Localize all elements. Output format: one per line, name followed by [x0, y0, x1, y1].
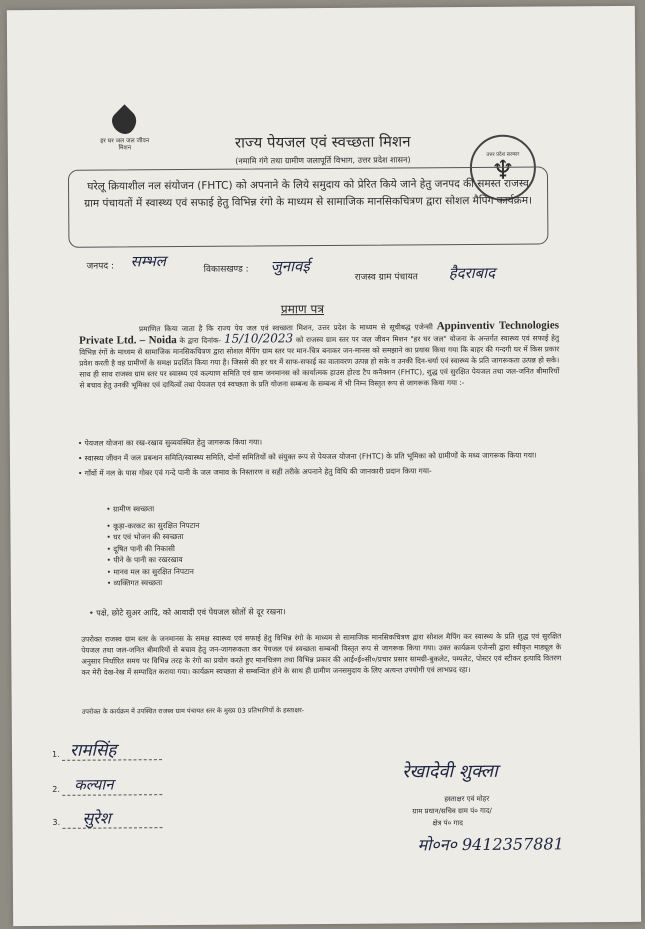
sub-item: • कूड़ा-करकट का सुरक्षित निपटान — [106, 519, 199, 531]
jal-jeevan-mission-logo — [94, 109, 156, 151]
witness-number: 2. — [52, 784, 60, 794]
sub-item: • दूषित पानी की निकासी — [107, 542, 200, 554]
sub-item: • व्यक्तिगत स्वच्छता — [107, 577, 200, 589]
logo-left-text: हर घर जल जल जीवन मिशन — [100, 137, 150, 152]
witness-signature: कल्यान — [74, 775, 114, 794]
para1-rest: को राजस्व ग्राम स्तर पर जल जीवन मिशन "हर घर जल" योजना के अन्तर्गत स्वास्थ्य एवं सफाई हेतु विभिन्न रंगों के माध्यम से सामाजिक मानसिकचित्रण द्वारा सोशल मैपिंग ग्राम स्तर पर मान-चित्र बनाकर जन-मानस को समझाने का प्रयास किया गया कि बाहर की गन्दगी घर में किस प्रकार प्रवेश करती है वह ग्रामीणों के समक्ष प्रदर्शित किया गया है। जिससे की हर घर में साफ-सफाई का वातावरण उत्पन्न हो सके व उनकी दिन-चर्या एवं स्वास्थ्य के प्रति जागरूकता उत्पन्न हो सके। साथ ही साथ राजस्व ग्राम स्तर पर स्वास्थ्य एवं कल्याण समिति एवं ग्राम जनमानस को कार्यात्मक हाउस होल्ड टैप कनैक्शन (FHTC), शुद्ध एवं सुरक्षित पेयजल तथा जल-जनित बीमारियों से बचाव हेतु उनकी भूमिका एवं दायित्वों तथा पेयजल एवं स्वच्छता के प्रति योजना सम्बन्ध के सम्बन्ध में भी निम्न विस्तृत रूप से जागरूक किया गया :- — [79, 333, 560, 390]
witness-signature: सुरेश — [82, 808, 111, 828]
department-subtitle: (नमामि गंगे तथा ग्रामीण जलापूर्ति विभाग, उत्तर प्रदेश शासन) — [235, 155, 411, 166]
signature-line — [63, 827, 163, 829]
department-header — [158, 131, 488, 167]
water-drop-icon — [108, 104, 142, 138]
last-bullet: • पक्षे, छोटे सुअर आदि, को आवादी एवं पेयजल स्रोतों से दूर रखना। — [88, 607, 286, 618]
emblem-icon: ♆ — [491, 155, 515, 186]
village-label: राजस्व ग्राम पंचायत — [354, 272, 418, 283]
sub-item-list — [106, 503, 200, 589]
witness-number: 1. — [51, 749, 60, 759]
bullet-item: • पेयजल योजना का रख-रखाव सुव्यवस्थित हेतु जागरूक किया गया। — [77, 437, 263, 448]
program-title-box: घरेलू क्रियाशील नल संयोजन (FHTC) को अपनाने के लिये समुदाय को प्रेरित किये जाने हेतु जनपद की समस्त राजस्व ग्राम पंचायतों में स्वास्थ्य एवं सफाई हेतु विभिन्न रंगो के माध्यम से सामाजिक मानसिकचित्रण द्वारा सोशल मैपिंग कार्यक्रम। — [68, 166, 549, 247]
emblem-text: उत्तर प्रदेश सरकार — [486, 151, 520, 158]
bullet-item: • गाँवों में नल के पास गोबर एवं गन्दे पानी के जल जमाव के निस्तारण व सही तरीके अपनाने हेतु विधि की जानकारी प्रदान किया गया- — [78, 466, 432, 478]
district-label: जनपद : — [86, 261, 115, 272]
sub-item: • पीने के पानी का रखरखाव — [107, 554, 200, 566]
witness-signature: रामसिंह — [69, 740, 117, 761]
certificate-heading: प्रमाण पत्र — [280, 301, 324, 317]
pradhan-designation: ग्राम प्रधान/सचिव ग्राम पं० गाद/ — [412, 806, 492, 816]
district-value: सम्भल — [130, 252, 166, 271]
sub-item: • ग्रामीण स्वच्छता — [106, 503, 199, 515]
certificate-sheet — [7, 6, 641, 926]
witness-label: उपरोक्त के कार्यक्रम में उपस्थित राजस्व ग्राम पंचायत स्तर के मुख्य 03 प्रतिभागियों के हस्ताक्षर- — [81, 706, 305, 716]
para1-start: प्रमाणित किया जाता है कि राज्य पेय जल एवं स्वच्छता मिशन, उत्तर प्रदेश के माध्यम से सूचीबद्ध एजेन्सी — [139, 322, 433, 334]
pradhan-signature: रेखादेवी शुक्ला — [402, 760, 498, 783]
sub-item: • घर एवं भोजन की स्वच्छता — [106, 531, 199, 543]
bullet-list — [78, 434, 558, 478]
certificate-paragraph-2: उपरोक्त राजस्व ग्राम स्तर के जनमानस के समक्ष स्वास्थ्य एवं सफाई हेतु विभिन्न रंगो के माध्यम से सामाजिक मानसिकचित्रण द्वारा सोशल मैपिंग कर स्वास्थ्य के प्रति शुद्ध एवं सुरक्षित पेयजल तथा जल-जनित बीमारियों से बचाव हेतु जन-जागरूकता कर पेयजल एवं स्वच्छता सम्बन्धी विस्तृत रूप से जागरूक किया गया। उक्त कार्यक्रम एजेन्सी द्वारा स्वीकृत माड्यूल के अनुसार निर्धारित समय पर विभिन्न तरह के रंगो का प्रयोग करते हुए मानचित्रण तथा विभिन्न प्रकार की आई०ई०सी०/प्रचार प्रसार सामग्री-बुकलेट, पम्पलेट, पोस्टर एवं स्टीकर इत्यादि वितरण कर मेरी देख-रेख में सम्पादित कराया गया। कार्यक्रम स्वच्छता से सम्बन्धित होने के साथ ही ग्रामीण जनसमुदाय के लिए अत्यन्त उपयोगी एवं लाभप्रद रहा। — [81, 631, 562, 677]
village-value: हैदराबाद — [448, 263, 496, 283]
certificate-paragraph-1 — [79, 320, 559, 390]
agency-name: Appinventiv Technologies Private Ltd. – Noida — [79, 319, 560, 347]
bullet-item: • स्वास्थ्य जीवन में जल प्रबन्धन समिति/स्वास्थ्य समिति, दोनों समितियों को संयुक्त रूप से पेयजल योजना (FHTC) के प्रति भूमिका को ग्रामीणों के मध्य जागरूक किया गया। — [77, 450, 537, 463]
department-title: राज्य पेयजल एवं स्वच्छता मिशन — [234, 132, 411, 152]
para1-date-label: के द्वारा दिनांक- — [179, 335, 222, 346]
sign-seal-label: हस्ताक्षर एवं मोहर — [444, 794, 490, 804]
program-date: 15/10/2023 — [223, 331, 294, 346]
block-value: जुनावई — [270, 257, 310, 276]
witness-number: 3. — [52, 817, 61, 827]
block-label: विकासखण्ड : — [203, 264, 249, 275]
sub-item: • मानव मल का सुरक्षित निपटान — [107, 565, 200, 577]
pradhan-mobile: मो०न० 9412357881 — [417, 834, 564, 855]
pradhan-panchayat: क्षेत्र पं० गाद — [432, 819, 463, 828]
